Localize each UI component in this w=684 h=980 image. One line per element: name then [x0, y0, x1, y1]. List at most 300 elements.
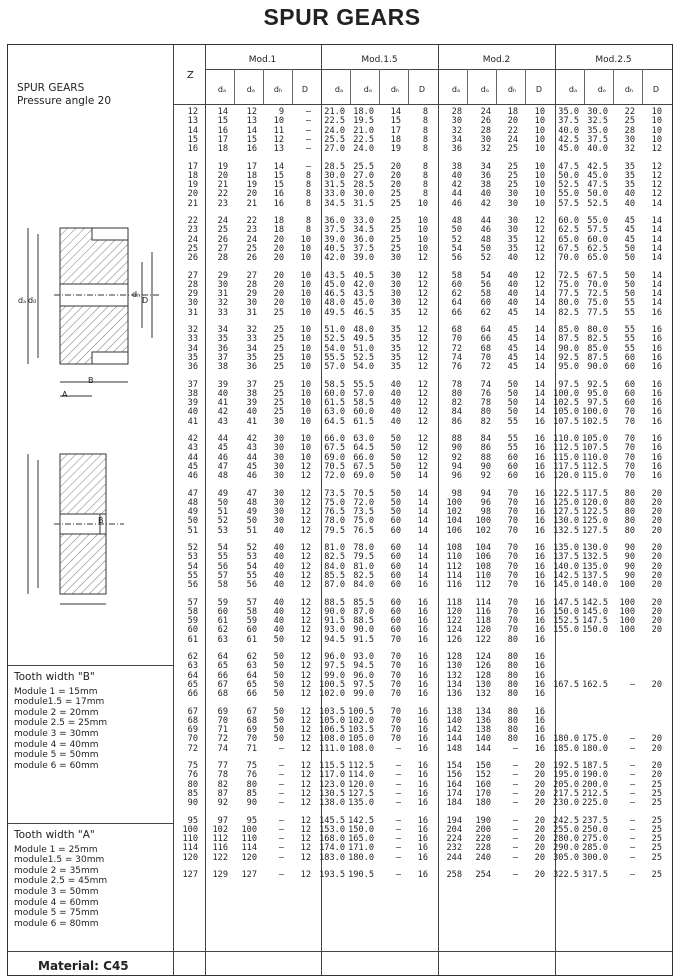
value-cell: 52.5	[353, 352, 374, 363]
value-cell: 40.5	[353, 270, 374, 281]
value-cell: 12	[300, 770, 311, 781]
value-cell: 14	[534, 398, 545, 409]
value-cell: 25	[651, 852, 662, 863]
value-cell: 190.0	[582, 770, 608, 781]
value-cell: —	[278, 779, 284, 790]
value-cell: 66.0	[324, 434, 345, 444]
value-cell: 16	[534, 625, 545, 636]
value-cell: —	[512, 779, 518, 790]
z-cell: 80	[187, 779, 198, 790]
value-cell: 10	[300, 379, 311, 390]
value-cell: 70	[390, 706, 401, 717]
value-cell: 45	[507, 325, 518, 335]
value-cell: 12	[300, 580, 311, 591]
value-cell: 52	[480, 253, 491, 264]
value-cell: 117.0	[319, 770, 345, 781]
value-cell: 132.5	[553, 525, 579, 536]
value-cell: 114	[475, 597, 491, 608]
value-cell: 50	[624, 289, 635, 300]
value-cell: 70	[507, 507, 518, 518]
value-cell: 12	[417, 334, 428, 345]
value-cell: 10	[417, 225, 428, 236]
dim-da-label: dₐ	[18, 296, 27, 305]
value-cell: 237.5	[582, 815, 608, 826]
subcolumn-divider	[642, 69, 643, 104]
value-cell: 74	[451, 352, 462, 363]
subheader-4-4: D	[652, 85, 660, 94]
value-cell: 71	[217, 725, 228, 736]
value-cell: 20	[651, 497, 662, 508]
value-cell: 57	[246, 597, 257, 608]
value-cell: 82.5	[558, 307, 579, 318]
value-cell: —	[278, 798, 284, 809]
value-cell: 12	[534, 243, 545, 254]
value-cell: 12	[534, 270, 545, 281]
value-cell: 184	[446, 798, 462, 809]
value-cell: 34	[217, 325, 228, 335]
value-cell: 67.5	[353, 461, 374, 472]
value-cell: 73.5	[324, 488, 345, 499]
value-cell: 58	[451, 270, 462, 281]
value-cell: 127.5	[348, 788, 374, 799]
value-cell: 12	[300, 852, 311, 863]
value-cell: 28.5	[324, 161, 345, 172]
value-cell: 40	[217, 388, 228, 399]
value-cell: 105.0	[553, 407, 579, 418]
value-cell: 93.0	[324, 625, 345, 636]
value-cell: 30	[273, 452, 284, 463]
value-cell: 34.5	[353, 225, 374, 236]
value-cell: 174.0	[319, 843, 345, 854]
value-cell: 156	[446, 770, 462, 781]
value-cell: 30.0	[587, 107, 608, 117]
value-cell: 91.5	[324, 616, 345, 627]
page-title: SPUR GEARS	[263, 4, 421, 30]
value-cell: 63.0	[353, 434, 374, 444]
value-cell: 16	[534, 679, 545, 690]
z-cell: 19	[187, 180, 198, 191]
value-cell: 21	[217, 180, 228, 191]
value-cell: 12	[534, 279, 545, 290]
value-cell: 14	[651, 225, 662, 236]
value-cell: 10	[300, 279, 311, 290]
value-cell: 108	[446, 543, 462, 553]
value-cell: 31	[246, 307, 257, 318]
value-cell: 12	[300, 516, 311, 527]
value-cell: 62	[217, 625, 228, 636]
value-cell: 16	[534, 706, 545, 717]
value-cell: 43	[217, 416, 228, 427]
value-cell: 16	[534, 552, 545, 563]
value-cell: —	[629, 870, 635, 880]
value-cell: 51.0	[324, 325, 345, 335]
value-cell: 36	[217, 343, 228, 354]
value-cell: 224	[446, 834, 462, 845]
value-cell: 14	[534, 343, 545, 354]
value-cell: 106	[475, 552, 491, 563]
value-cell: 16	[534, 570, 545, 581]
value-cell: 32	[480, 144, 491, 155]
z-cell: 46	[187, 471, 198, 482]
value-cell: 51	[217, 507, 228, 518]
value-cell: 70	[507, 625, 518, 636]
value-cell: 70	[507, 616, 518, 627]
value-cell: 86	[451, 416, 462, 427]
tooth-width-line: module 2.5 = 45mm	[14, 876, 108, 887]
module-header-2: Mod.1.5	[361, 55, 398, 65]
subheader-1-3: dₕ	[273, 85, 283, 94]
value-cell: 97.5	[587, 398, 608, 409]
module-header-3: Mod.2	[482, 55, 511, 65]
value-cell: 60	[217, 606, 228, 617]
value-cell: 70	[624, 443, 635, 454]
value-cell: 69.0	[324, 452, 345, 463]
value-cell: 40.0	[587, 144, 608, 155]
value-cell: 102.0	[319, 689, 345, 700]
value-cell: 55	[246, 570, 257, 581]
value-cell: 58.5	[353, 398, 374, 409]
value-cell: 72.5	[558, 270, 579, 281]
value-cell: 12	[417, 279, 428, 290]
value-cell: 195.0	[553, 770, 579, 781]
z-cell: 42	[187, 434, 198, 444]
value-cell: 80	[507, 679, 518, 690]
value-cell: 38	[217, 362, 228, 373]
value-cell: 42.5	[558, 134, 579, 145]
value-cell: 98	[480, 507, 491, 518]
value-cell: 16	[534, 543, 545, 553]
value-cell: —	[512, 852, 518, 863]
value-cell: 35	[624, 170, 635, 181]
value-cell: 38	[246, 388, 257, 399]
value-cell: 112	[446, 561, 462, 572]
value-cell: 20	[651, 770, 662, 781]
z-cell: 43	[187, 443, 198, 454]
value-cell: 12	[300, 843, 311, 854]
value-cell: 112	[212, 834, 228, 845]
gear-type-label: SPUR GEARS	[17, 82, 85, 94]
value-cell: 38	[451, 161, 462, 172]
z-cell: 120	[182, 852, 198, 863]
value-cell: 60	[390, 561, 401, 572]
value-cell: 40	[273, 606, 284, 617]
value-cell: 20	[217, 170, 228, 181]
value-cell: 180.0	[582, 743, 608, 754]
subheader-1-2: dₒ	[246, 85, 256, 94]
z-cell: 90	[187, 798, 198, 809]
value-cell: 50	[273, 661, 284, 672]
value-cell: 68	[246, 715, 257, 726]
value-cell: 12	[300, 525, 311, 536]
value-cell: 220	[475, 834, 491, 845]
value-cell: 92	[217, 798, 228, 809]
value-cell: 16	[651, 434, 662, 444]
value-cell: 20	[651, 543, 662, 553]
z-cell: 85	[187, 788, 198, 799]
value-cell: 20	[534, 779, 545, 790]
value-cell: 12	[651, 161, 662, 172]
value-cell: 12	[417, 407, 428, 418]
value-cell: —	[629, 798, 635, 809]
value-cell: 58	[246, 606, 257, 617]
value-cell: 16	[651, 388, 662, 399]
value-cell: 70	[451, 334, 462, 345]
z-cell: 114	[182, 843, 198, 854]
value-cell: —	[629, 843, 635, 854]
value-cell: 12	[300, 834, 311, 845]
value-cell: —	[629, 761, 635, 771]
value-cell: 12	[300, 743, 311, 754]
value-cell: 40.5	[324, 243, 345, 254]
value-cell: 55	[507, 416, 518, 427]
value-cell: 102.5	[582, 416, 608, 427]
value-cell: 14	[246, 125, 257, 136]
value-cell: 116	[212, 843, 228, 854]
value-cell: —	[512, 843, 518, 854]
value-cell: 30	[507, 225, 518, 236]
value-cell: 8	[422, 134, 428, 145]
value-cell: 45.0	[353, 298, 374, 309]
value-cell: 104	[475, 543, 491, 553]
material-divider	[8, 951, 672, 952]
value-cell: 49	[217, 488, 228, 499]
z-cell: 20	[187, 189, 198, 200]
value-cell: 66	[451, 307, 462, 318]
value-cell: 10	[300, 289, 311, 300]
value-cell: 12	[300, 761, 311, 771]
value-cell: 152.5	[553, 616, 579, 627]
value-cell: 43.5	[353, 289, 374, 300]
value-cell: 110.0	[582, 452, 608, 463]
value-cell: 50	[624, 243, 635, 254]
value-cell: 107.5	[582, 443, 608, 454]
value-cell: 20	[273, 234, 284, 245]
value-cell: 70	[246, 734, 257, 745]
value-cell: 97.5	[353, 679, 374, 690]
value-cell: 12	[300, 815, 311, 826]
subheader-3-4: D	[535, 85, 543, 94]
value-cell: 85.0	[558, 325, 579, 335]
value-cell: 70	[507, 543, 518, 553]
value-cell: 100	[446, 497, 462, 508]
value-cell: 42	[451, 180, 462, 191]
value-cell: 80.0	[587, 325, 608, 335]
value-cell: 155.0	[553, 625, 579, 636]
value-cell: 15	[273, 170, 284, 181]
header-divider-2	[173, 104, 672, 105]
value-cell: 94	[451, 461, 462, 472]
value-cell: 225.0	[582, 798, 608, 809]
value-cell: 16	[417, 770, 428, 781]
tooth-width-line: Module 1 = 15mm	[14, 686, 98, 697]
value-cell: 95.0	[558, 362, 579, 373]
value-cell: 120	[446, 606, 462, 617]
value-cell: 12	[417, 416, 428, 427]
value-cell: 70	[507, 570, 518, 581]
subcolumn-divider	[292, 69, 293, 104]
value-cell: 80	[507, 706, 518, 717]
value-cell: 53	[246, 552, 257, 563]
value-cell: 10	[300, 343, 311, 354]
value-cell: 14	[534, 334, 545, 345]
subheader-2-2: dₒ	[363, 85, 373, 94]
value-cell: 16	[534, 743, 545, 754]
value-cell: 74	[217, 743, 228, 754]
value-cell: 116	[446, 580, 462, 591]
value-cell: 64.5	[353, 443, 374, 454]
value-cell: 36	[246, 362, 257, 373]
value-cell: 70	[507, 516, 518, 527]
value-cell: 10	[651, 116, 662, 127]
value-cell: 30	[273, 488, 284, 499]
value-cell: 140.0	[582, 580, 608, 591]
value-cell: 42.0	[353, 279, 374, 290]
value-cell: 25	[273, 388, 284, 399]
value-cell: 60	[624, 362, 635, 373]
z-cell: 29	[187, 289, 198, 300]
value-cell: 68	[217, 689, 228, 700]
value-cell: 35.0	[558, 107, 579, 117]
value-cell: 50	[390, 461, 401, 472]
value-cell: 10	[300, 362, 311, 373]
value-cell: 51	[246, 525, 257, 536]
value-cell: 16	[417, 634, 428, 645]
value-cell: 27.0	[324, 144, 345, 155]
value-cell: 70.5	[324, 461, 345, 472]
value-cell: 50.0	[558, 170, 579, 181]
value-cell: 66.0	[353, 452, 374, 463]
value-cell: 16	[534, 616, 545, 627]
tooth-width-line: module 4 = 60mm	[14, 897, 99, 908]
value-cell: 84	[451, 407, 462, 418]
value-cell: 70	[217, 715, 228, 726]
value-cell: 24	[217, 216, 228, 226]
value-cell: 16	[417, 761, 428, 771]
value-cell: 62	[246, 652, 257, 662]
value-cell: 82	[451, 398, 462, 409]
z-cell: 65	[187, 679, 198, 690]
tooth-width-a-title: Tooth width "A"	[14, 829, 95, 841]
value-cell: 80	[624, 488, 635, 499]
z-cell: 61	[187, 634, 198, 645]
value-cell: 45.0	[324, 279, 345, 290]
value-cell: 70	[390, 689, 401, 700]
value-cell: 32	[217, 298, 228, 309]
value-cell: 10	[300, 270, 311, 281]
value-cell: 112.5	[582, 461, 608, 472]
value-cell: 75.0	[587, 298, 608, 309]
value-cell: 190	[475, 815, 491, 826]
value-cell: 150	[475, 761, 491, 771]
module-header-4: Mod.2.5	[595, 55, 632, 65]
value-cell: 103.5	[348, 725, 374, 736]
value-cell: 20	[651, 580, 662, 591]
value-cell: 130.0	[553, 516, 579, 527]
value-cell: 25	[651, 870, 662, 880]
value-cell: 80	[507, 715, 518, 726]
value-cell: 115.0	[553, 452, 579, 463]
value-cell: 70	[390, 634, 401, 645]
value-cell: 64	[480, 325, 491, 335]
value-cell: 96	[451, 471, 462, 482]
subheader-4-3: dₕ	[624, 85, 634, 94]
value-cell: 10	[300, 298, 311, 309]
value-cell: 14	[534, 307, 545, 318]
z-cell: 60	[187, 625, 198, 636]
value-cell: 21.0	[324, 107, 345, 117]
value-cell: 39	[246, 398, 257, 409]
value-cell: 192.5	[553, 761, 579, 771]
value-cell: 76	[246, 770, 257, 781]
value-cell: 50	[246, 516, 257, 527]
value-cell: —	[395, 834, 401, 845]
value-cell: 70	[507, 561, 518, 572]
z-header: Z	[187, 70, 194, 81]
dim-db-label: d₀	[28, 296, 37, 305]
value-cell: 20	[651, 761, 662, 771]
value-cell: 117.5	[553, 461, 579, 472]
value-cell: 23	[217, 198, 228, 209]
z-cell: 12	[187, 107, 198, 117]
value-cell: 62.5	[587, 243, 608, 254]
value-cell: 28	[217, 253, 228, 264]
value-cell: 28	[451, 107, 462, 117]
value-cell: —	[278, 870, 284, 880]
value-cell: 20	[390, 180, 401, 191]
value-cell: 217.5	[553, 788, 579, 799]
value-cell: 12	[300, 689, 311, 700]
value-cell: 150.0	[553, 606, 579, 617]
value-cell: 57.5	[558, 198, 579, 209]
tooth-width-line: module1.5 = 17mm	[14, 697, 105, 708]
value-cell: 137.5	[582, 570, 608, 581]
value-cell: 85.5	[353, 597, 374, 608]
value-cell: 30	[273, 507, 284, 518]
value-cell: 228	[475, 843, 491, 854]
value-cell: 39.0	[353, 253, 374, 264]
value-cell: 50	[273, 679, 284, 690]
value-cell: 45	[507, 334, 518, 345]
value-cell: 50	[390, 443, 401, 454]
value-cell: 60	[451, 279, 462, 290]
value-cell: 42	[480, 198, 491, 209]
z-cell: 40	[187, 407, 198, 418]
tooth-width-line: module 6 = 80mm	[14, 918, 99, 929]
value-cell: 10	[300, 398, 311, 409]
value-cell: 70	[507, 580, 518, 591]
value-cell: 136	[475, 715, 491, 726]
value-cell: 25.5	[324, 134, 345, 145]
value-cell: 8	[422, 144, 428, 155]
value-cell: 25	[273, 307, 284, 318]
value-cell: 67.5	[587, 270, 608, 281]
value-cell: 20	[534, 852, 545, 863]
value-cell: 12	[300, 715, 311, 726]
value-cell: 244	[446, 852, 462, 863]
value-cell: 10	[273, 116, 284, 127]
value-cell: 20	[651, 507, 662, 518]
value-cell: 16	[417, 580, 428, 591]
value-cell: 56	[480, 279, 491, 290]
value-cell: 100	[619, 597, 635, 608]
value-cell: 45	[624, 216, 635, 226]
value-cell: 52.5	[587, 198, 608, 209]
value-cell: 34	[480, 161, 491, 172]
value-cell: 110	[446, 552, 462, 563]
value-cell: 55	[624, 343, 635, 354]
value-cell: 122	[446, 616, 462, 627]
value-cell: 40	[507, 279, 518, 290]
